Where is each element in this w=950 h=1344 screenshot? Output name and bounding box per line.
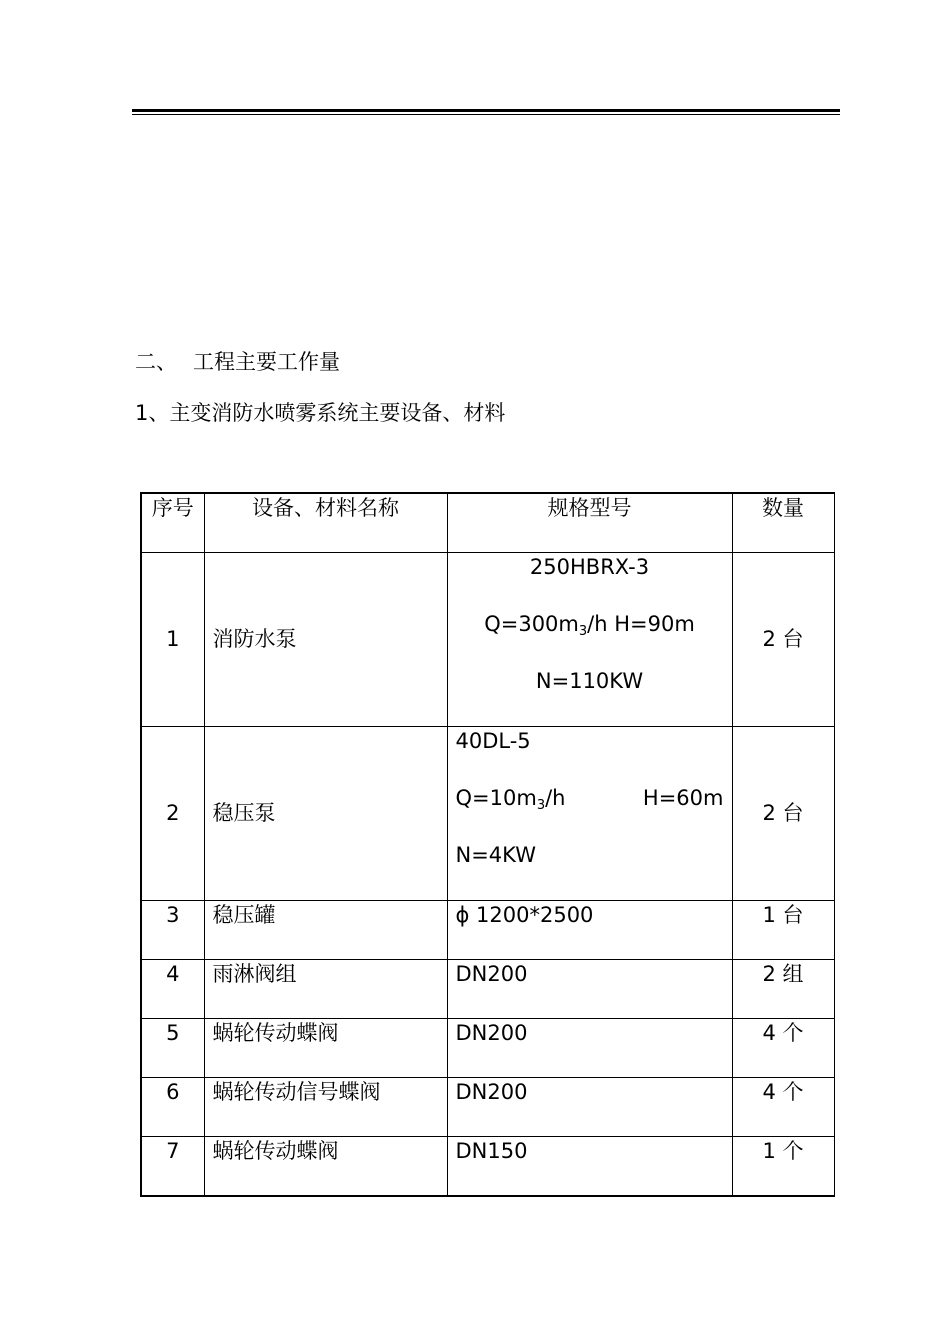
row-spec: DN200 bbox=[447, 1019, 732, 1078]
row-spec: DN200 bbox=[447, 960, 732, 1019]
spec-flow-sub: 3 bbox=[578, 624, 588, 639]
row-qty: 2 组 bbox=[732, 960, 834, 1019]
spec-model: 40DL-5 bbox=[455, 729, 531, 753]
header-no: 序号 bbox=[141, 493, 204, 553]
row-no: 6 bbox=[141, 1078, 204, 1137]
header-spec: 规格型号 bbox=[447, 493, 732, 553]
table-row bbox=[141, 1019, 834, 1078]
section-title: 工程主要工作量 bbox=[193, 350, 340, 374]
row-spec bbox=[447, 553, 732, 727]
subsection-heading: 1、主变消防水喷雾系统主要设备、材料 bbox=[135, 401, 506, 425]
equipment-table bbox=[140, 492, 835, 1197]
row-qty: 1 台 bbox=[732, 901, 834, 960]
spec-model: 250HBRX-3 bbox=[529, 555, 650, 579]
row-no: 5 bbox=[141, 1019, 204, 1078]
row-spec: DN150 bbox=[447, 1137, 732, 1197]
spec-flow-value: Q=10m bbox=[455, 786, 537, 810]
row-name: 稳压罐 bbox=[204, 901, 447, 960]
row-qty: 1 个 bbox=[732, 1137, 834, 1197]
row-qty: 2 台 bbox=[732, 553, 834, 727]
row-no: 2 bbox=[141, 727, 204, 901]
row-name: 蜗轮传动信号蝶阀 bbox=[204, 1078, 447, 1137]
table-row bbox=[141, 960, 834, 1019]
table-header-row bbox=[141, 493, 834, 553]
table-row bbox=[141, 901, 834, 960]
row-qty: 4 个 bbox=[732, 1078, 834, 1137]
row-spec: DN200 bbox=[447, 1078, 732, 1137]
header-qty: 数量 bbox=[732, 493, 834, 553]
row-no: 1 bbox=[141, 553, 204, 727]
row-no: 3 bbox=[141, 901, 204, 960]
row-name: 蜗轮传动蝶阀 bbox=[204, 1137, 447, 1197]
spec-head: H=60m bbox=[642, 786, 724, 810]
header-rule bbox=[132, 109, 840, 112]
row-name: 消防水泵 bbox=[204, 553, 447, 727]
section-number: 二、 bbox=[135, 350, 177, 374]
spec-flow bbox=[456, 610, 724, 667]
section-heading bbox=[135, 346, 340, 376]
table-row bbox=[141, 1137, 834, 1197]
row-name: 蜗轮传动蝶阀 bbox=[204, 1019, 447, 1078]
table-row bbox=[141, 553, 834, 727]
header-rule-thin bbox=[132, 114, 840, 115]
header-name: 设备、材料名称 bbox=[204, 493, 447, 553]
spec-power: N=110KW bbox=[535, 669, 644, 693]
row-no: 4 bbox=[141, 960, 204, 1019]
row-qty: 4 个 bbox=[732, 1019, 834, 1078]
spec-flow-unit: /h bbox=[545, 786, 566, 810]
row-qty: 2 台 bbox=[732, 727, 834, 901]
table-row bbox=[141, 1078, 834, 1137]
row-no: 7 bbox=[141, 1137, 204, 1197]
spec-flow-value: Q=300m bbox=[484, 612, 579, 636]
spec-flow-unit: /h H=90m bbox=[587, 612, 695, 636]
row-spec bbox=[447, 727, 732, 901]
spec-flow-head bbox=[456, 784, 724, 841]
spec-flow bbox=[456, 784, 566, 841]
row-name: 稳压泵 bbox=[204, 727, 447, 901]
table-row bbox=[141, 727, 834, 901]
spec-flow-sub: 3 bbox=[536, 798, 546, 813]
row-spec: ϕ 1200*2500 bbox=[447, 901, 732, 960]
row-name: 雨淋阀组 bbox=[204, 960, 447, 1019]
spec-power: N=4KW bbox=[455, 843, 536, 867]
